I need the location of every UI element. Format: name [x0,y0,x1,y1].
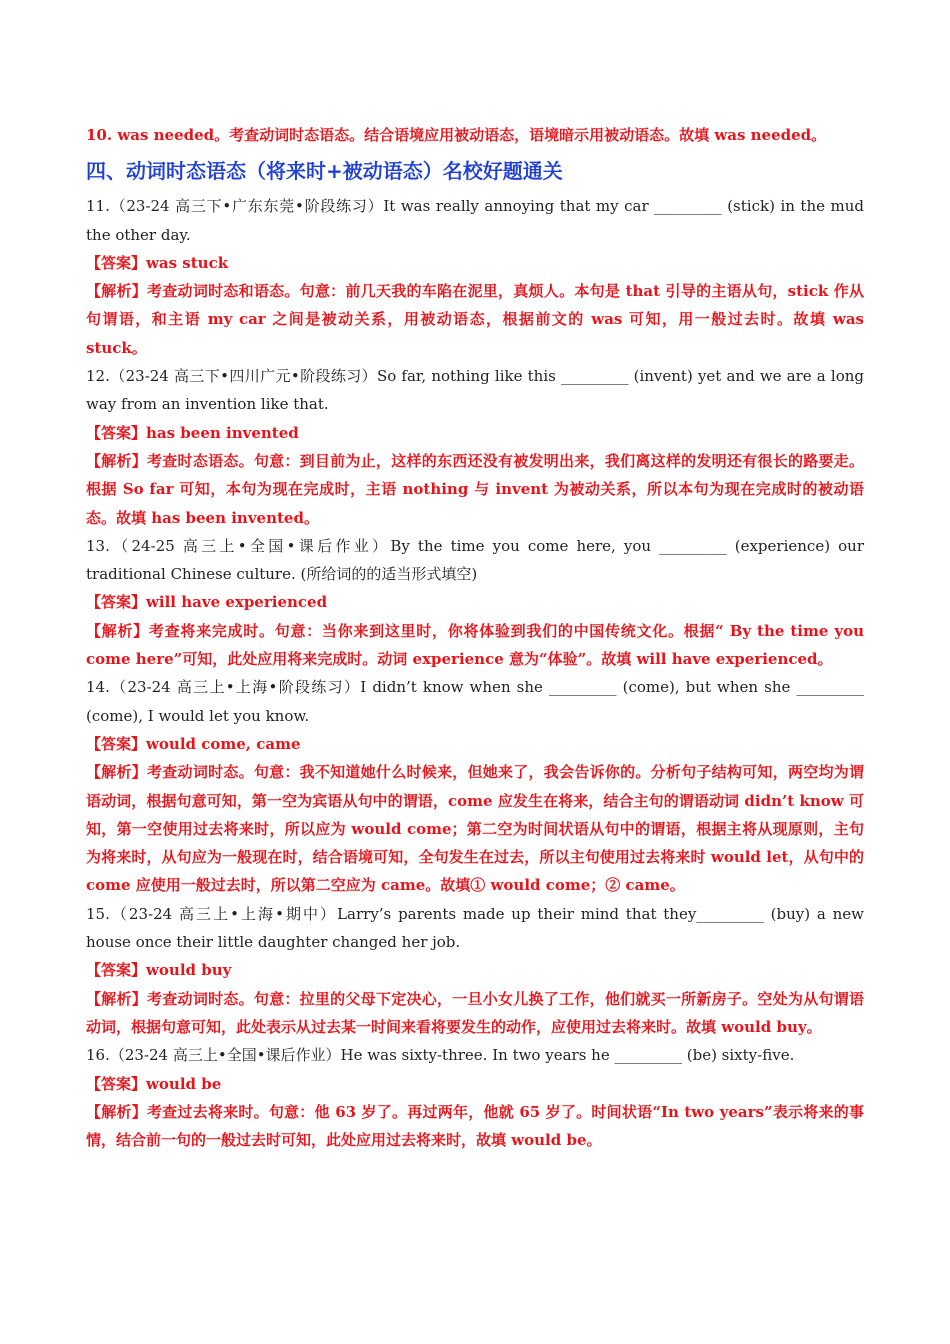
document-page [86,121,864,1154]
analysis-text: 【解析】考查时态语态。句意：到目前为止，这样的东西还没有被发明出来，我们离这样的发明还有很长的路要走。根据 So far 可知，本句为现在完成时，主语 nothing 与 invent 为被动关系，所以本句为现在完成时的被动语态。故填 has been invented。 [86,451,864,527]
question-block [86,532,864,673]
prev-answer: 10. was needed。考查动词时态语态。结合语境应用被动语态，语境暗示用被动语态。故填 was needed。 [86,126,827,144]
question-text: 14.（23-24 高三上•上海•阶段练习）I didn’t know when she _________ (come), but when she _________ (come), I would let you know. [86,678,864,725]
answer-text: 【答案】was stuck [86,253,229,272]
analysis-text: 【解析】考查动词时态和语态。句意：前几天我的车陷在泥里，真烦人。本句是 that 引导的主语从句，stick 作从句谓语，和主语 my car 之间是被动关系，用被动语态，根据前文的 was 可知，用一般过去时。故填 was stuck。 [86,282,864,357]
question-block [86,192,864,362]
question-block [86,1041,864,1154]
analysis-text: 【解析】考查将来完成时。句意：当你来到这里时，你将体验到我们的中国传统文化。根据“ By the time you come here”可知，此处应用将来完成时。动词 experience 意为“体验”。故填 will have experienced。 [86,621,864,669]
question-text: 15.（23-24 高三上•上海•期中）Larry’s parents made up their mind that they_________ (buy) a new house once their little daughter changed her job. [86,904,864,952]
question-block [86,673,864,899]
answer-text: 【答案】will have experienced [86,593,328,612]
answer-text: 【答案】would be [86,1074,222,1093]
question-block [86,362,864,532]
analysis-text: 【解析】考查过去将来时。句意：他 63 岁了。再过两年，他就 65 岁了。时间状语“In two years”表示将来的事情，结合前一句的一般过去时可知，此处应用过去将来时，故填 would be。 [86,1102,864,1150]
analysis-text: 【解析】考查动词时态。句意：我不知道她什么时候来，但她来了，我会告诉你的。分析句子结构可知，两空均为谓语动词，根据句意可知，第一空为宾语从句中的谓语，come 应发生在将来，结合主句的谓语动词 didn’t know 可知，第一空使用过去将来时，所以应为 would come；第二空为时间状语从句中的谓语，根据主将从现原则，主句为将来时，从句应为一般现在时，结合语境可知，全句发生在过去，所以主句使用过去将来时 would let，从句中的 come 应使用一般过去时，所以第二空应为 came。故填① would come；② came。 [86,763,864,895]
question-text: 11.（23-24 高三下•广东东莞•阶段练习）It was really annoying that my car _________ (stick) in the mud the other day. [86,197,864,244]
answer-text: 【答案】has been invented [86,423,299,442]
section-title: 四、动词时态语态（将来时+被动语态）名校好题通关 [86,159,563,184]
question-block [86,900,864,1041]
question-text: 16.（23-24 高三上•全国•课后作业）He was sixty-three. In two years he _________ (be) sixty-five. [86,1046,795,1065]
answer-text: 【答案】would buy [86,961,232,980]
analysis-text: 【解析】考查动词时态。句意：拉里的父母下定决心，一旦小女儿换了工作，他们就买一所新房子。空处为从句谓语动词，根据句意可知，此处表示从过去某一时间来看将要发生的动作，应使用过去将来时。故填 would buy。 [86,989,864,1036]
answer-text: 【答案】would come, came [86,734,301,753]
question-text: 12.（23-24 高三下•四川广元•阶段练习）So far, nothing like this _________ (invent) yet and we are a long way from an invention like that. [86,367,864,414]
question-text: 13.（24-25 高三上•全国•课后作业）By the time you come here, you _________ (experience) our traditional Chinese culture. (所给词的的适当形式填空) [86,536,864,584]
